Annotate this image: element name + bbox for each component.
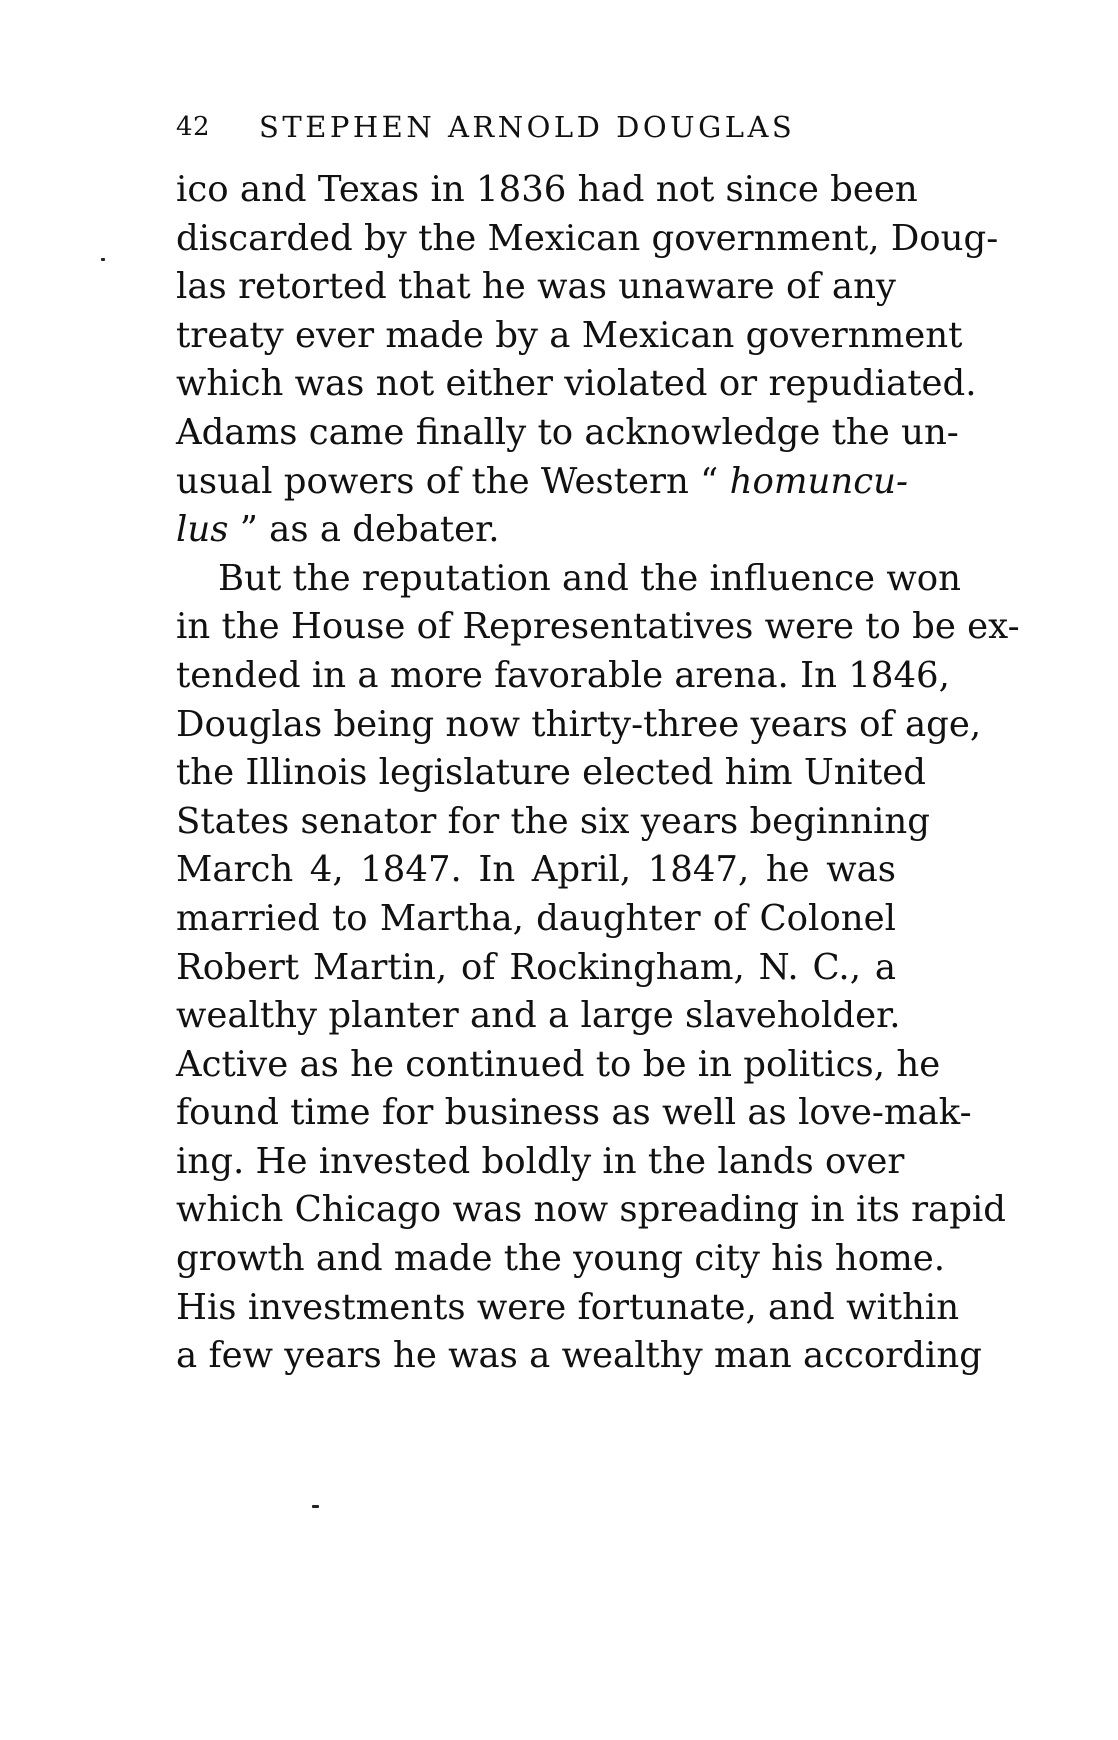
paragraph-end-line: [176, 506, 896, 555]
page-number: 42: [176, 112, 211, 142]
text-line: Adams came finally to acknowledge the un-: [176, 411, 959, 453]
text-line: Robert Martin, of Rockingham, N. C., a: [176, 946, 896, 988]
body-text: [176, 166, 1020, 1381]
paragraph-start-line: But the reputation and the influence won: [218, 557, 961, 599]
text-line: wealthy planter and a large slaveholder.: [176, 995, 901, 1037]
text-line: March 4, 1847. In April, 1847, he was: [176, 849, 896, 891]
text-line: [176, 458, 908, 507]
text-line: tended in a more favorable arena. In 1846,: [176, 654, 950, 696]
text-line: which was not either violated or repudiated.: [176, 363, 977, 405]
running-head: [176, 110, 896, 146]
text-line: the Illinois legislature elected him United: [176, 752, 927, 794]
running-title: STEPHEN ARNOLD DOUGLAS: [259, 110, 796, 144]
text-line: growth and made the young city his home.: [176, 1238, 946, 1280]
text-line: ing. He invested boldly in the lands over: [176, 1140, 905, 1182]
ink-speck: [312, 1505, 319, 1508]
text-line: ico and Texas in 1836 had not since been: [176, 169, 918, 210]
italic-word: homuncu-: [729, 460, 908, 502]
text-segment: ” as a debater.: [228, 509, 500, 551]
text-line: a few years he was a wealthy man according: [176, 1335, 982, 1377]
text-line: His investments were fortunate, and within: [176, 1286, 960, 1328]
text-line: married to Martha, daughter of Colonel: [176, 897, 896, 939]
text-line: in the House of Representatives were to be ex-: [176, 606, 1020, 648]
text-segment: usual powers of the Western “: [176, 460, 730, 502]
text-line: which Chicago was now spreading in its rapid: [176, 1189, 1007, 1231]
text-line: treaty ever made by a Mexican government: [176, 314, 963, 356]
text-line: found time for business as well as love-mak-: [176, 1092, 972, 1134]
text-line: Douglas being now thirty-three years of age,: [176, 703, 982, 745]
ink-speck: [101, 258, 105, 261]
text-line: las retorted that he was unaware of any: [176, 266, 896, 308]
text-line: Active as he continued to be in politics, he: [176, 1043, 941, 1085]
text-line: States senator for the six years beginning: [176, 800, 930, 842]
text-line: discarded by the Mexican government, Doug-: [176, 217, 999, 259]
italic-word: lus: [176, 509, 229, 551]
